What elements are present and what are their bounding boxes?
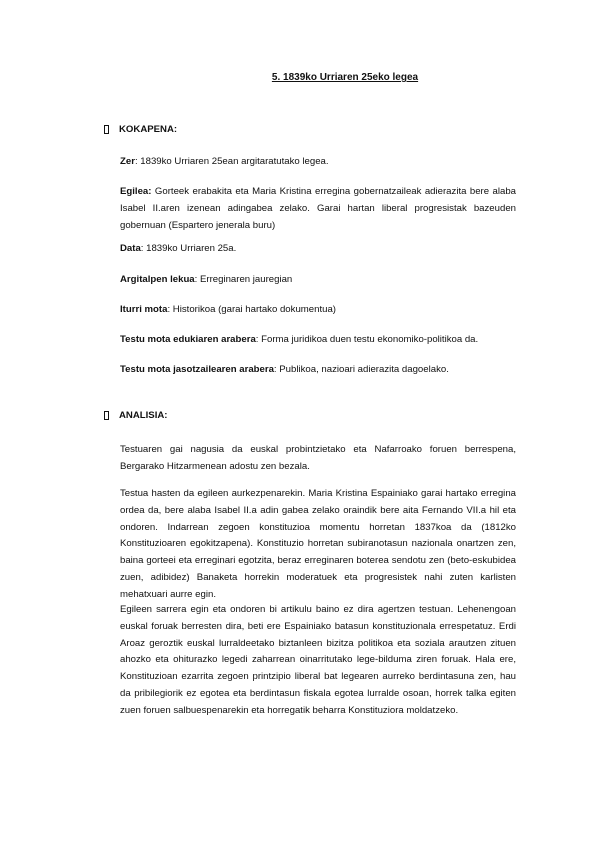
item-text: Historikoa (garai hartako dokumentua) [172,304,336,315]
item-text: 1839ko Urriaren 25a. [146,243,237,254]
kokapena-item-egilea [120,184,516,234]
item-label: Zer [120,156,135,167]
kokapena-item-zer [120,154,516,171]
kokapena-item-testu-mota-edukia [120,332,516,349]
item-label: Egilea: [120,186,152,197]
item-separator: : [273,364,280,375]
item-label: Testu mota edukiaren arabera [120,334,256,345]
analisia-paragraph-1: Testuaren gai nagusia da euskal probintzietako eta Nafarroako foruen berrespena, Bergarako Hitzarmenean adostu zen bezala. [120,444,516,472]
kokapena-item-data [120,241,516,258]
item-text: Publikoa, nazioari adierazita dagoelako. [279,364,449,375]
item-separator: : [134,156,141,167]
document-title: 5. 1839ko Urriaren 25eko legea [271,72,419,83]
kokapena-item-iturri-mota [120,302,516,319]
kokapena-heading-text: KOKAPENA: [119,124,178,135]
analisia-paragraph-2: Testua hasten da egileen aurkezpenarekin. Maria Kristina Espainiako garai hartako erregina ordea da, bere alaba Isabel II.a adin gabea zelako oraindik bere aita Fernando VII.a hil eta ondoren. Indarrean zegoen konstituzioa momentu horretan 1837koa da (1812ko Konstituzioaren egokitzapena). Konstituzio horretan subiranotasun nazionala onartzen zen, baina gorteei eta erreginari egotzita, beraz erreginaren boterea sendotu zen (beto-eskubidea zuen, adibidez) Banaketa horrekin moderatuek eta progresistek nahi zuten karlisten mehatxuari aurre egin. [120,488,516,600]
section-kokapena-heading [104,124,177,135]
checkbox-bullet-icon [104,411,109,420]
analisia-paragraph-3: Egileen sarrera egin eta ondoren bi artikulu baino ez dira agertzen testuan. Lehenengoan euskal foruak berresten dira, beti ere Espainiako batasun konstituzionala errespetatuz. Erdi Aroaz geroztik euskal lurraldeetako biztanleen bizitza politikoa eta soziala arautzen zituen ahozko eta ohiturazko legedi zaharrean oinarritutako lege-bilduma ziren foruak. Hala ere, Konstituzioan ezarrita zegoen printzipio liberal bat legearen aurreko berdintasuna zen, hau da pribilegiorik ez egotea eta berdintasun fiskala egotea lurralde osoan, horrek talka egiten zuen foruen salbuespenarekin eta horregatik beharra Konstituziora moldatzeko. [120,604,516,716]
item-label: Data [120,243,141,254]
item-text: Forma juridikoa duen testu ekonomiko-politikoa da. [261,334,479,345]
analisia-heading-text: ANALISIA: [119,410,168,421]
item-separator: : [167,304,173,315]
item-text: Gorteek erabakita eta Maria Kristina erregina gobernatzaileak adierazita bere alaba Isabel II.aren izenean adingabea zelako. Garai hartan liberal progresistak bazeuden gobernuan (Espartero jenerala buru) [120,186,517,231]
item-label: Iturri mota [120,304,168,315]
checkbox-bullet-icon [104,125,109,134]
kokapena-item-argitalpen-lekua [120,272,516,289]
section-analisia-heading [104,410,168,421]
item-text: 1839ko Urriaren 25ean argitaratutako legea. [140,156,329,167]
item-label: Argitalpen lekua [120,274,195,285]
item-separator: : [194,274,200,285]
item-text: Erreginaren jauregian [199,274,293,285]
item-label: Testu mota jasotzailearen arabera [120,364,274,375]
kokapena-item-testu-mota-jasotzailea [120,362,516,379]
item-separator: : [255,334,262,345]
item-separator: : [140,243,147,254]
